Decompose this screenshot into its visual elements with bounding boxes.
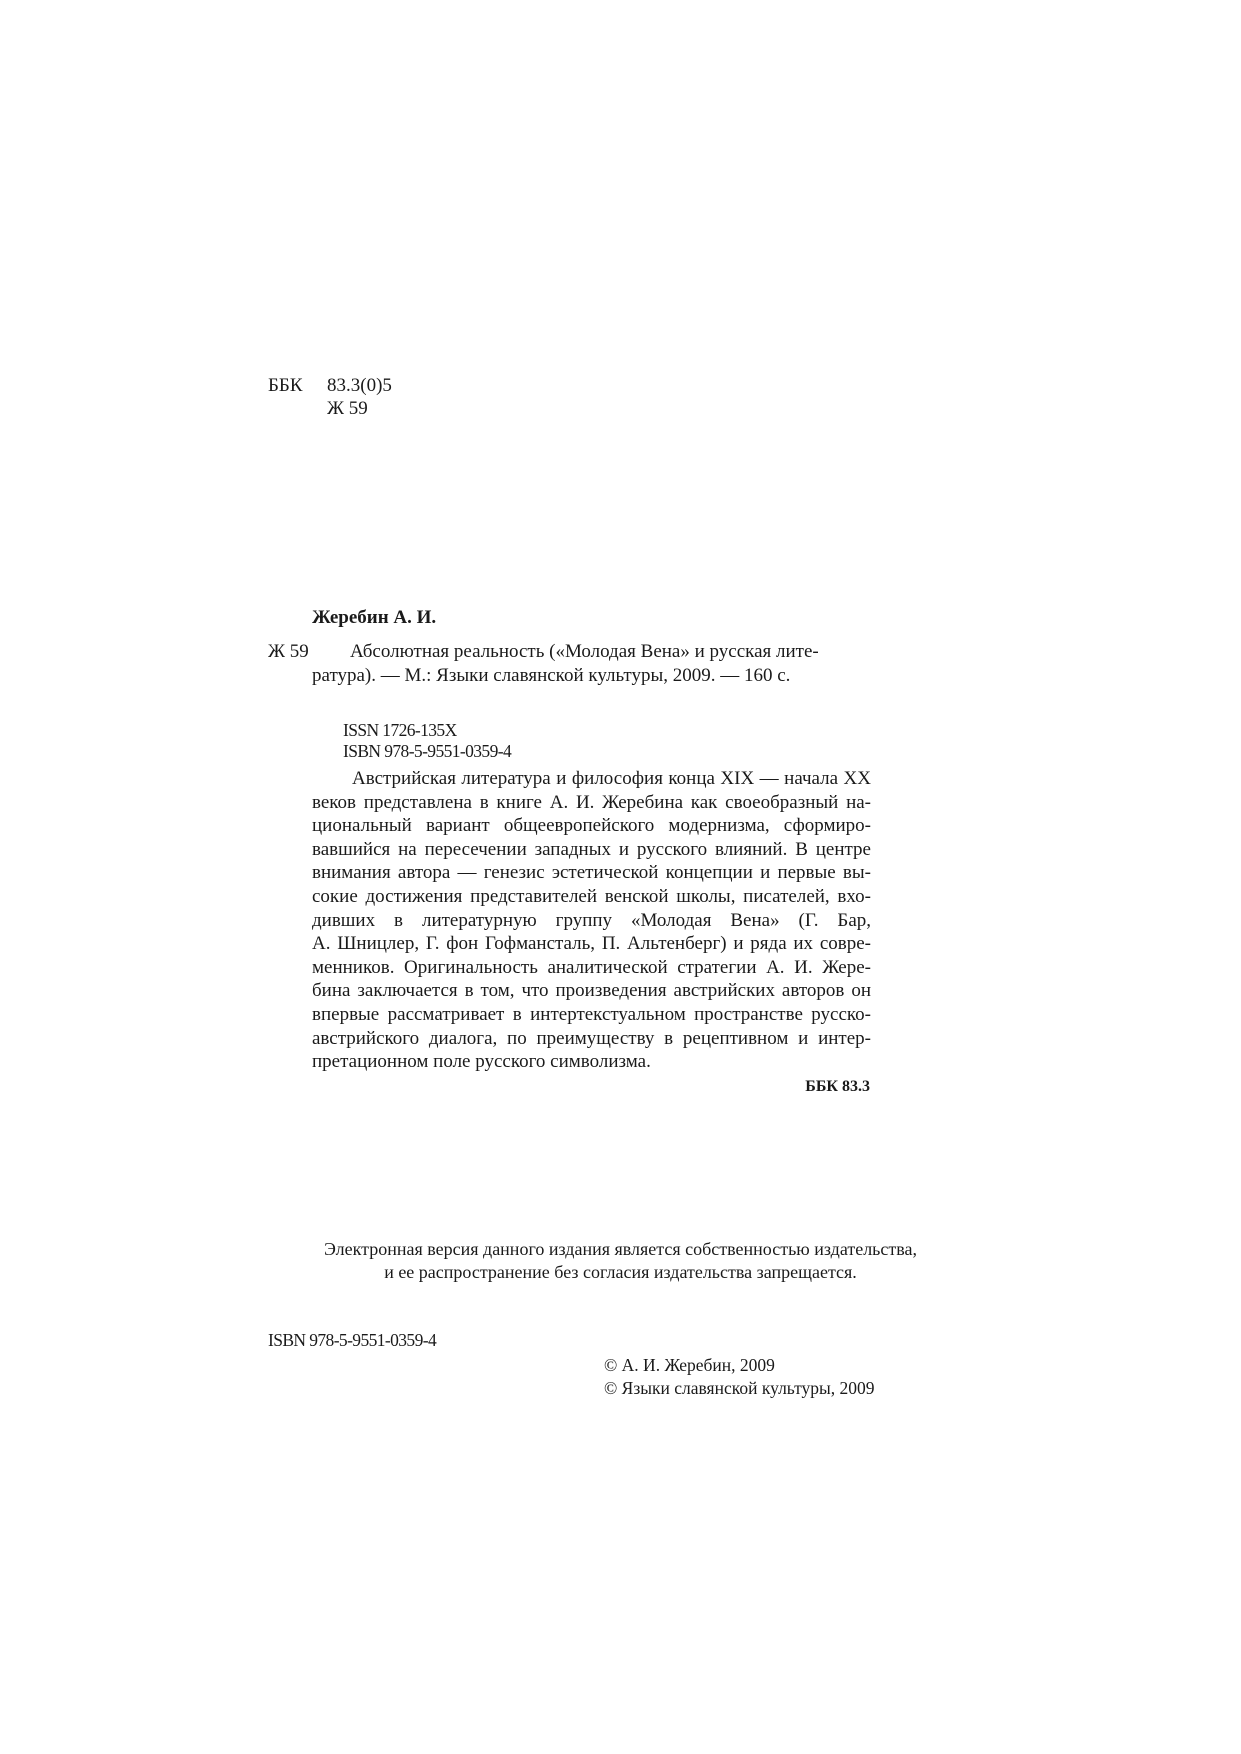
annotation-line: претационном поле русского символизма. — [312, 1051, 651, 1073]
isbn-bottom: ISBN 978-5-9551-0359-4 — [268, 1330, 437, 1350]
author-heading: Жеребин А. И. — [312, 607, 437, 628]
annotation-line: циональный вариант общеевропейского модернизма, сформиро- — [312, 815, 871, 837]
copyright-author: © А. И. Жеребин, 2009 — [604, 1355, 775, 1375]
issn-line: ISSN 1726-135X — [343, 720, 457, 740]
annotation-line: бина заключается в том, что произведения австрийских авторов он — [312, 980, 871, 1002]
copyright-publisher: © Языки славянской культуры, 2009 — [604, 1378, 875, 1398]
author-mark: Ж 59 — [327, 398, 368, 419]
annotation-line: сокие достижения представителей венской школы, писателей, вхо- — [312, 885, 871, 907]
annotation-line: австрийского диалога, по преимуществу в рецептивном и интер- — [312, 1027, 871, 1049]
annotation-line: впервые рассматривает в интертекстуальном пространстве русско- — [312, 1003, 871, 1025]
notice-line-1: Электронная версия данного издания является собственностью издательства, — [324, 1239, 917, 1259]
annotation-line: менников. Оригинальность аналитической стратегии А. И. Жере- — [312, 956, 871, 978]
entry-line-2: ратура). — М.: Языки славянской культуры, 2009. — 160 с. — [312, 665, 791, 686]
isbn-inner-line: ISBN 978-5-9551-0359-4 — [343, 741, 512, 761]
annotation-line: А. Шницлер, Г. фон Гофмансталь, П. Альтенберг) и ряда их совре- — [312, 933, 871, 955]
notice-line-2: и ее распространение без согласия издательства запрещается. — [384, 1262, 857, 1282]
annotation-line: веков представлена в книге А. И. Жеребина как своеобразный на- — [312, 791, 871, 813]
bbk-code: 83.3(0)5 — [327, 375, 392, 396]
bbk-label: ББК — [268, 375, 303, 396]
annotation-line: вавшийся на пересечении западных и русского влияний. В центре — [312, 838, 871, 860]
bbk-short: ББК 83.3 — [805, 1078, 870, 1095]
entry-mark: Ж 59 — [268, 641, 309, 662]
annotation-line: Австрийская литература и философия конца XIX — начала XX — [352, 768, 871, 789]
annotation-line: дивших в литературную группу «Молодая Вена» (Г. Бар, — [312, 909, 871, 931]
entry-line-1: Абсолютная реальность («Молодая Вена» и русская лите- — [350, 641, 819, 662]
annotation — [312, 767, 871, 1074]
annotation-line: внимания автора — генезис эстетической концепции и первые вы- — [312, 862, 871, 884]
